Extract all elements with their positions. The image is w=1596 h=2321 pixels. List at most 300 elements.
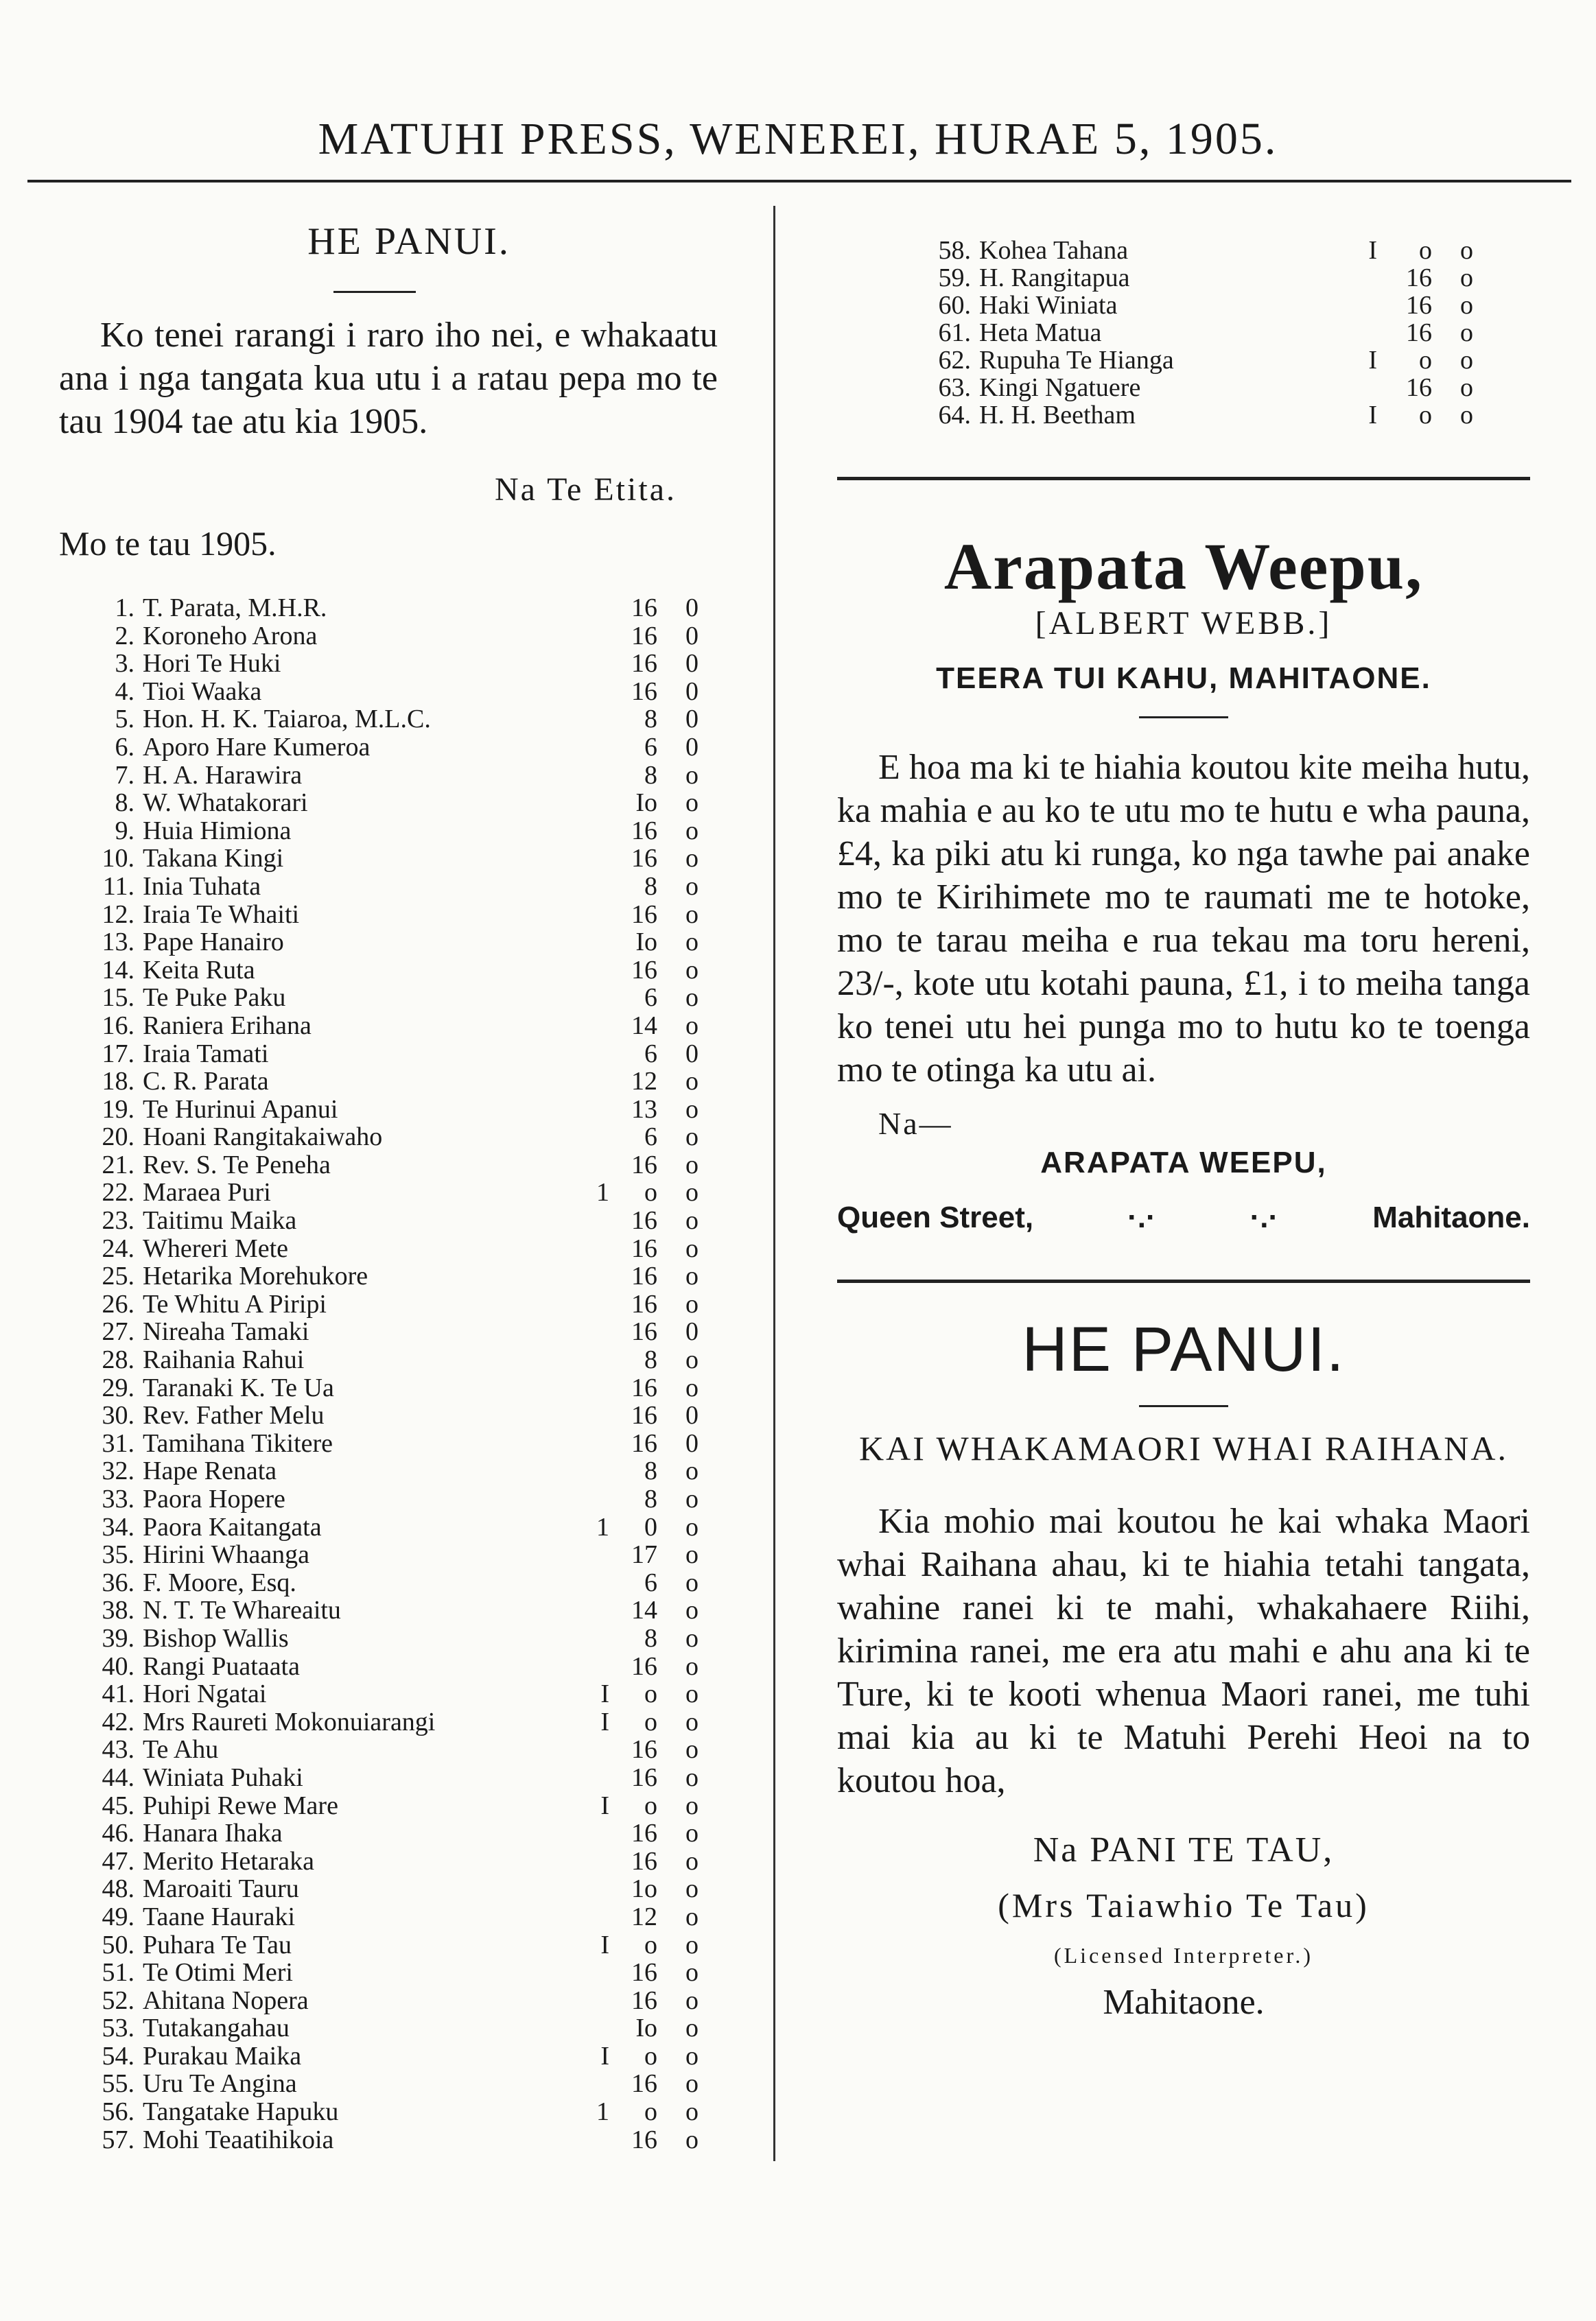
entry-shillings: 16 [631,1289,657,1319]
list-item [59,1764,718,1792]
entry-name: T. Parata, M.H.R. [143,594,327,622]
advert-address [837,1201,1530,1235]
entry-pence: o [685,2069,699,2099]
entry-pence: o [685,2097,699,2127]
entry-number: 10. [102,844,134,873]
left-column [59,220,718,2154]
entry-pence: o [685,1763,699,1792]
advert-dots-2: ·.· [1249,1201,1279,1234]
entry-number: 6. [115,732,134,762]
entry-pence: o [685,1651,699,1681]
list-item [59,1374,718,1402]
entry-shillings: 16 [631,844,657,873]
advert-name: Arapata Weepu, [943,530,1424,603]
entry-pence: o [685,983,699,1013]
entry-name: W. Whatakorari [143,789,308,817]
entry-shillings: 12 [631,1902,657,1931]
entry-pence: o [1460,401,1473,429]
entry-number: 14. [102,955,134,985]
entry-number: 22. [102,1178,134,1207]
entry-pence: o [685,760,699,790]
entry-pounds: I [600,2041,609,2071]
entry-shillings: 16 [631,1763,657,1792]
advert-dots-1: ·.· [1127,1201,1156,1234]
entry-number: 47. [102,1846,134,1876]
list-item [837,401,1530,429]
entry-name: H. H. Beetham [979,401,1136,429]
entry-number: 36. [102,1568,134,1597]
subscriber-list [59,594,718,2154]
list-item [59,1430,718,1458]
editor-signoff: Na Te Etita. [494,471,677,508]
list-item [59,2042,718,2071]
entry-pence: 0 [685,649,699,679]
entry-shillings: o [644,1930,657,1959]
entry-number: 20. [102,1122,134,1152]
entry-number: 17. [102,1039,134,1068]
list-item [59,1262,718,1291]
entry-pence: o [685,1485,699,1513]
entry-name: Tutakangahau [143,2014,290,2042]
entry-pence: o [685,1122,699,1152]
entry-number: 40. [102,1651,134,1681]
entry-name: Hon. H. K. Taiaroa, M.L.C. [143,705,431,733]
entry-pence: o [685,1178,699,1207]
entry-number: 7. [115,760,134,790]
entry-pounds: I [1368,236,1377,265]
entry-number: 32. [102,1457,134,1486]
list-item [59,1207,718,1235]
list-item [59,1318,718,1346]
entry-pence: o [685,899,699,929]
entry-name: Merito Hetaraka [143,1847,315,1876]
entry-pence: o [685,844,699,873]
entry-pounds: I [600,1791,609,1820]
entry-name: Te Otimi Meri [143,1959,293,1987]
entry-shillings: Io [635,2014,657,2043]
entry-shillings: o [644,2097,657,2127]
notice2-place: Mahitaone. [1103,1983,1265,2022]
entry-pence: o [685,2125,699,2154]
list-item [837,346,1530,374]
entry-shillings: 13 [631,1094,657,1124]
entry-name: Whereri Mete [143,1234,289,1263]
entry-number: 50. [102,1930,134,1959]
list-item [59,594,718,622]
entry-name: Mohi Teaatihikoia [143,2125,334,2154]
entry-shillings: 16 [631,1428,657,1458]
notice2-rule [1139,1405,1228,1407]
entry-pence: 0 [685,1428,699,1458]
entry-name: Tamihana Tikitere [143,1429,333,1458]
entry-shillings: 6 [644,732,657,762]
list-item [837,319,1530,346]
entry-number: 4. [115,676,134,706]
entry-shillings: 8 [644,705,657,734]
subscriber-list-continued [837,237,1530,429]
entry-pence: o [685,1930,699,1959]
entry-number: 62. [938,346,971,375]
entry-pence: o [685,1457,699,1486]
entry-number: 61. [938,318,971,347]
entry-number: 45. [102,1791,134,1820]
entry-pence: 0 [685,621,699,650]
entry-number: 16. [102,1011,134,1040]
entry-name: Kingi Ngatuere [979,374,1141,401]
entry-name: Takana Kingi [143,845,284,873]
list-item [837,237,1530,264]
entry-pence: o [685,816,699,845]
notice2-signature: Na PANI TE TAU, [1033,1830,1335,1870]
entry-shillings: 16 [1406,291,1432,320]
entry-number: 24. [102,1234,134,1263]
entry-shillings: 1o [631,1874,657,1904]
entry-pence: 0 [685,593,699,622]
year-line: Mo te tau 1905. [59,524,277,563]
entry-name: Heta Matua [979,319,1102,346]
entry-shillings: 16 [631,1262,657,1291]
entry-pence: 0 [685,732,699,762]
entry-shillings: 16 [631,1206,657,1236]
advert-alias: [ALBERT WEBB.] [1035,605,1333,641]
entry-shillings: 6 [644,1568,657,1597]
entry-number: 1. [115,593,134,622]
entry-name: Koroneho Arona [143,622,318,650]
list-item [59,1402,718,1430]
entry-pence: o [685,2041,699,2071]
list-item [59,678,718,706]
entry-name: Nireaha Tamaki [143,1318,309,1347]
list-item [59,789,718,817]
notice-title: HE PANUI. [307,220,511,263]
entry-name: Hetarika Morehukore [143,1262,368,1291]
entry-number: 64. [938,401,971,429]
entry-pence: o [1460,318,1473,347]
entry-name: Uru Te Angina [143,2070,297,2099]
entry-name: H. A. Harawira [143,761,303,790]
list-item [59,1235,718,1263]
entry-pence: o [685,1568,699,1597]
entry-number: 39. [102,1623,134,1653]
entry-name: Maraea Puri [143,1179,271,1207]
advert-body: E hoa ma ki te hiahia koutou kite meiha hutu, ka mahia e au ko te utu mo te hutu e wha pauna, £4, ka piki atu ki runga, ko nga tawhe pai anake mo te Kirihimete mo te raumati me te hotoke, mo te tarau meiha e rua tekau ma toru hereni, 23/-, kote utu kotahi pauna, £1, i to meiha tanga ko tenei utu hei punga mo to hutu ko te toenga mo te otinga ka utu ai. [837,748,1530,1089]
entry-shillings: 16 [631,1234,657,1263]
entry-shillings: 16 [631,1819,657,1848]
entry-shillings: 17 [631,1540,657,1570]
entry-pence: o [685,955,699,985]
list-item [837,264,1530,292]
list-item [59,1291,718,1319]
list-item [837,374,1530,401]
entry-name: Bishop Wallis [143,1624,289,1653]
entry-name: Hori Te Huki [143,650,281,678]
entry-name: C. R. Parata [143,1068,269,1096]
list-item [59,1792,718,1820]
list-item [59,1179,718,1207]
entry-shillings: 8 [644,871,657,901]
entry-name: Kohea Tahana [979,237,1129,264]
entry-name: Te Hurinui Apanui [143,1095,338,1124]
entry-shillings: o [644,1707,657,1736]
entry-number: 8. [115,788,134,818]
entry-name: Hirini Whaanga [143,1541,310,1569]
entry-pounds: 1 [596,1512,609,1542]
entry-name: Inia Tuhata [143,872,261,901]
entry-name: Puhipi Rewe Mare [143,1791,338,1820]
list-item [59,2070,718,2098]
entry-name: Taitimu Maika [143,1207,297,1235]
entry-shillings: o [644,1680,657,1709]
section-rule [837,477,1530,480]
list-item [59,984,718,1012]
entry-pence: o [685,1206,699,1236]
list-item [59,1931,718,1959]
entry-number: 25. [102,1262,134,1291]
entry-number: 15. [102,983,134,1013]
entry-name: Rangi Puataata [143,1652,300,1681]
entry-name: Pape Hanairo [143,928,284,956]
advert-na: Na— [878,1106,953,1141]
entry-shillings: o [644,1178,657,1207]
list-item [59,1151,718,1179]
entry-number: 43. [102,1735,134,1765]
entry-pence: o [685,1986,699,2015]
list-item [59,1625,718,1653]
entry-shillings: 16 [631,1150,657,1179]
entry-pence: o [685,1680,699,1709]
entry-shillings: 16 [631,1401,657,1430]
entry-pounds: I [600,1680,609,1709]
entry-number: 53. [102,2014,134,2043]
entry-number: 21. [102,1150,134,1179]
entry-pence: o [685,2014,699,2043]
entry-pence: 0 [685,1317,699,1347]
list-item [837,292,1530,319]
entry-shillings: 16 [631,1735,657,1765]
entry-name: Hoani Rangitakaiwaho [143,1123,383,1151]
entry-shillings: Io [635,928,657,957]
entry-pounds: I [1368,401,1377,429]
entry-shillings: o [1419,401,1432,429]
title-rule [333,291,416,293]
entry-pence: o [1460,346,1473,375]
entry-name: Rev. S. Te Peneha [143,1151,331,1179]
entry-name: Iraia Te Whaiti [143,900,300,929]
entry-number: 3. [115,649,134,679]
entry-number: 9. [115,816,134,845]
entry-number: 12. [102,899,134,929]
entry-name: Te Puke Paku [143,984,286,1012]
entry-name: Raihania Rahui [143,1346,305,1374]
entry-shillings: 16 [1406,318,1432,347]
entry-number: 13. [102,928,134,957]
entry-name: N. T. Te Whareaitu [143,1597,341,1625]
entry-name: F. Moore, Esq. [143,1568,296,1597]
entry-shillings: 16 [631,2125,657,2154]
advert-street: Queen Street, [837,1201,1034,1234]
list-item [59,1123,718,1151]
entry-shillings: 16 [631,1373,657,1402]
entry-number: 54. [102,2041,134,2071]
entry-pence: o [685,1819,699,1848]
entry-name: Rev. Father Melu [143,1402,325,1430]
notice2-title: HE PANUI. [1022,1315,1346,1385]
entry-pence: o [685,1958,699,1988]
entry-shillings: 8 [644,760,657,790]
entry-name: Winiata Puhaki [143,1763,303,1792]
notice2-name: (Mrs Taiawhio Te Tau) [998,1886,1370,1924]
column-divider [773,206,775,2161]
entry-pence: o [685,1540,699,1570]
entry-shillings: o [644,2041,657,2071]
list-item [59,845,718,873]
entry-name: H. Rangitapua [979,264,1130,292]
entry-name: Ahitana Nopera [143,1986,309,2015]
entry-name: Tioi Waaka [143,677,262,706]
entry-shillings: 14 [631,1596,657,1625]
entry-number: 23. [102,1206,134,1236]
entry-name: Raniera Erihana [143,1011,312,1040]
entry-name: Rupuha Te Hianga [979,346,1174,374]
advert-town: Mahitaone. [1372,1201,1530,1234]
entry-pounds: I [600,1707,609,1736]
entry-shillings: 16 [631,1651,657,1681]
entry-pounds: I [600,1930,609,1959]
entry-number: 63. [938,373,971,402]
list-item [59,1875,718,1903]
entry-shillings: 16 [631,676,657,706]
notice2-body: Kia mohio mai koutou he kai whaka Maori whai Raihana ahau, ki te hiahia tetahi tangata, wahine ranei ki te mahi, whakahaere Riihi, kirimina ranei, me era atu mahi e ahu ana ki te Ture, ki te kooti whenua Maori ranei, me tuhi mai kia au ki te Matuhi Perehi Heoi na to koutou hoa, [837,1502,1530,1800]
section-rule-2 [837,1280,1530,1283]
entry-number: 5. [115,705,134,734]
list-item [59,1012,718,1040]
list-item [59,2014,718,2042]
entry-pence: o [685,928,699,957]
entry-name: Keita Ruta [143,956,255,985]
entry-pence: o [685,1623,699,1653]
entry-number: 2. [115,621,134,650]
list-item [59,705,718,733]
entry-name: Iraia Tamati [143,1039,269,1068]
entry-number: 33. [102,1485,134,1513]
list-item [59,622,718,650]
entry-pence: o [685,1512,699,1542]
entry-pence: o [685,1067,699,1096]
list-item [59,1485,718,1513]
entry-pence: o [685,1596,699,1625]
masthead: MATUHI PRESS, WENEREI, HURAE 5, 1905. [318,114,1278,164]
entry-number: 28. [102,1345,134,1375]
entry-number: 60. [938,291,971,320]
entry-pence: o [685,1846,699,1876]
list-item [59,1848,718,1876]
list-item [59,1708,718,1736]
entry-pence: 0 [685,1039,699,1068]
list-item [59,1513,718,1542]
entry-shillings: 6 [644,1039,657,1068]
entry-shillings: 6 [644,1122,657,1152]
entry-shillings: 16 [631,2069,657,2099]
entry-name: Paora Hopere [143,1485,285,1513]
entry-name: Te Whitu A Piripi [143,1290,327,1319]
entry-pence: o [1460,373,1473,402]
entry-pence: o [685,788,699,818]
list-item [59,901,718,929]
list-item [59,733,718,762]
entry-number: 52. [102,1986,134,2015]
entry-number: 58. [938,236,971,265]
list-item [59,1653,718,1681]
list-item [59,1736,718,1764]
entry-name: Paora Kaitangata [143,1513,322,1542]
entry-name: Aporo Hare Kumeroa [143,733,371,762]
entry-shillings: 16 [631,816,657,845]
entry-shillings: 16 [1406,373,1432,402]
entry-number: 55. [102,2069,134,2099]
entry-number: 27. [102,1317,134,1347]
entry-shillings: 14 [631,1011,657,1040]
entry-pence: o [1460,291,1473,320]
list-item [59,873,718,901]
entry-name: Tangatake Hapuku [143,2098,339,2126]
entry-number: 46. [102,1819,134,1848]
entry-number: 19. [102,1094,134,1124]
entry-name: Hanara Ihaka [143,1819,283,1848]
entry-number: 51. [102,1958,134,1988]
list-item [59,650,718,678]
entry-shillings: 0 [644,1512,657,1542]
list-item [59,2126,718,2154]
list-item [59,1541,718,1569]
list-item [59,1597,718,1625]
entry-shillings: 12 [631,1067,657,1096]
entry-pence: o [685,1234,699,1263]
entry-shillings: 16 [631,899,657,929]
list-item [59,1346,718,1374]
entry-shillings: 8 [644,1485,657,1513]
entry-name: Te Ahu [143,1736,219,1764]
notice2-licensed: (Licensed Interpreter.) [1053,1943,1314,1968]
entry-number: 49. [102,1902,134,1931]
list-item [59,1903,718,1931]
entry-pence: o [1460,263,1473,292]
entry-number: 44. [102,1763,134,1792]
entry-shillings: 16 [631,1846,657,1876]
entry-shillings: 8 [644,1623,657,1653]
list-item [59,1569,718,1597]
entry-name: Purakau Maika [143,2042,302,2071]
entry-name: Puhara Te Tau [143,1931,292,1959]
entry-pence: o [685,1150,699,1179]
list-item [59,928,718,956]
list-item [59,1959,718,1987]
list-item [59,1068,718,1096]
entry-name: Taranaki K. Te Ua [143,1374,334,1402]
entry-shillings: 16 [1406,263,1432,292]
entry-name: Hape Renata [143,1457,277,1485]
entry-shillings: 16 [631,955,657,985]
entry-name: Mrs Raureti Mokonuiarangi [143,1708,436,1736]
list-item [59,1987,718,2015]
entry-pence: 0 [685,1401,699,1430]
entry-pence: o [685,1094,699,1124]
entry-pence: o [685,1289,699,1319]
entry-number: 18. [102,1067,134,1096]
entry-pence: o [685,1902,699,1931]
entry-shillings: o [1419,346,1432,375]
list-item [59,762,718,790]
entry-name: Huia Himiona [143,816,292,845]
